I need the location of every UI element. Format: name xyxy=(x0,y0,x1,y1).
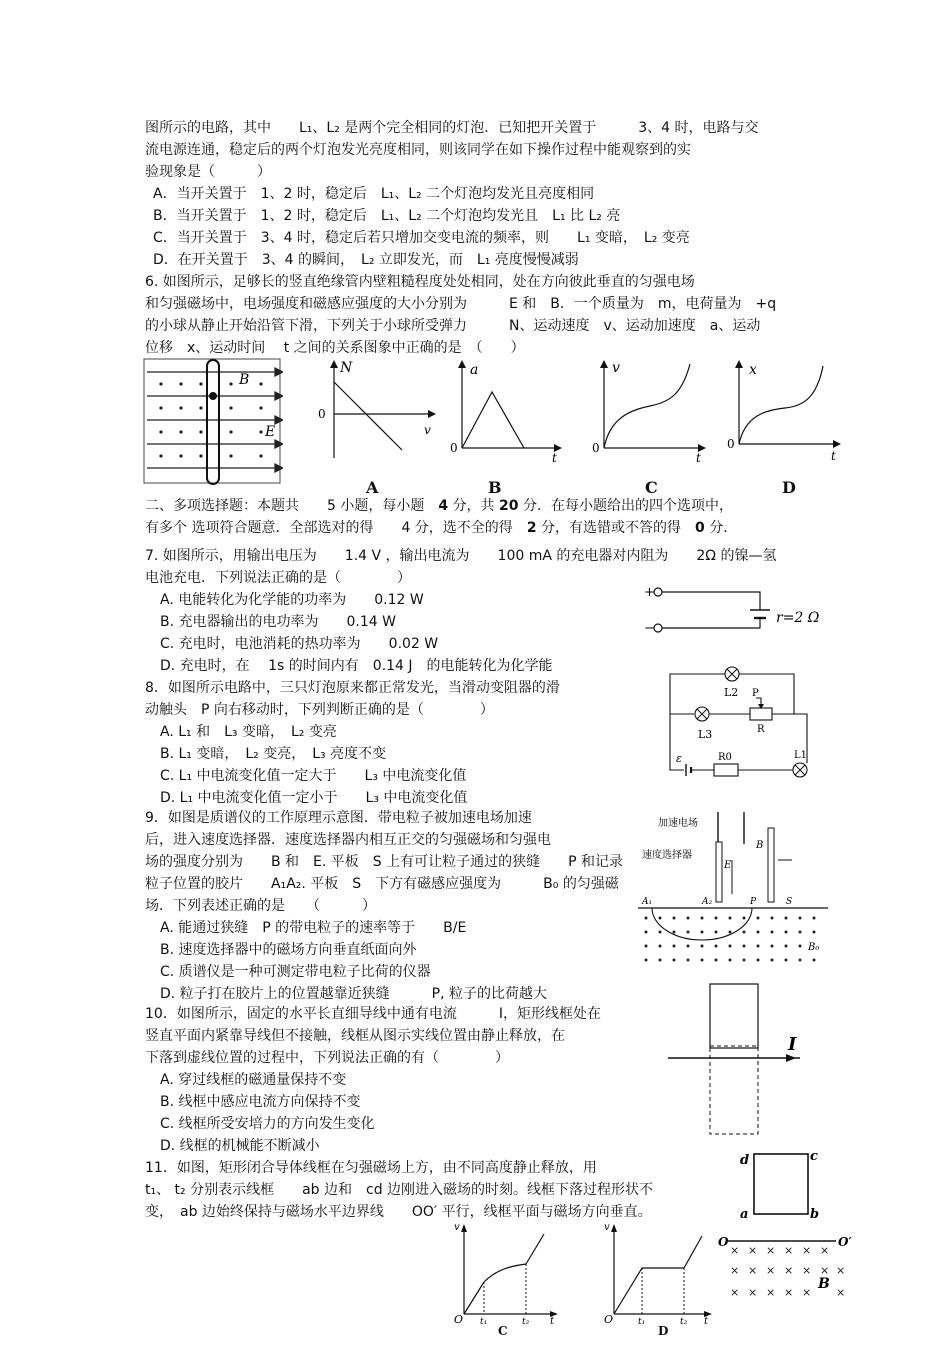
q11-fig-a: a xyxy=(740,1207,749,1222)
intro-line-1: 图所示的电路，其中 L₁、L₂ 是两个完全相同的灯泡．已知把开关置于 3、4 时，电路与交 xyxy=(145,120,759,136)
section2-l1-c: 分，共 xyxy=(452,498,495,514)
svg-text:×: × xyxy=(766,1244,776,1257)
svg-text:×: × xyxy=(766,1286,776,1299)
q11-line-3: 变， ab 边始终保持与磁场水平边界线 OO′ 平行，线框平面与磁场方向垂直。 xyxy=(145,1204,652,1220)
section2-l1-a: 二、多项选择题：本题共 5 小题，每小题 xyxy=(145,498,425,514)
q6-graph-a-origin: 0 xyxy=(318,407,326,421)
q7-fig-plus: + xyxy=(644,585,655,600)
q7-option-b: B. 充电器输出的电功率为 0.14 W xyxy=(160,614,396,630)
section2-l2-e: 分． xyxy=(709,520,738,536)
q9-fig-a1: A₁ xyxy=(642,897,653,907)
q10-line-2: 竖直平面内紧靠导线但不接触，线框从图示实线位置由静止释放，在 xyxy=(145,1028,565,1044)
intro-option-c: C．当开关置于 3、4 时，稳定后若只增加交变电流的频率，则 L₁ 变暗， L₂ 变亮 xyxy=(153,230,690,246)
q8-fig-e: ε xyxy=(676,752,682,765)
q9-line-5: 场．下列表述正确的是 （ ） xyxy=(145,898,376,914)
svg-text:×: × xyxy=(730,1286,740,1299)
q9-option-b: B. 速度选择器中的磁场方向垂直纸面向外 xyxy=(160,942,417,958)
q11-line-2: t₁、 t₂ 分别表示线框 ab 边和 cd 边刚进入磁场的时刻。线框下落过程形状不 xyxy=(145,1182,654,1198)
q11-fig-o2: O′ xyxy=(838,1235,852,1249)
q8-line-1: 8．如图所示电路中，三只灯泡原来都正常发光，当滑动变阻器的滑 xyxy=(145,680,560,696)
q6-graph-d xyxy=(725,358,845,466)
section2-l2-a: 有多个 选项符合题意．全部选对的得 4 分，选不全的得 xyxy=(145,520,513,536)
q9-fig-a2: A₂ xyxy=(702,897,713,907)
q9-fig-e: E xyxy=(724,860,732,871)
q10-line-1: 10．如图所示，固定的水平长直细导线中通有电流 I，矩形线框处在 xyxy=(145,1006,601,1022)
q6-graph-b-origin: 0 xyxy=(450,441,458,455)
q6-fig-e-label: E xyxy=(265,424,276,440)
intro-option-b: B．当开关置于 1、2 时，稳定后 L₁、L₂ 二个灯泡均发光且 L₁ 比 L₂ 亮 xyxy=(153,208,621,224)
q6-fig-b-label: B xyxy=(239,372,250,388)
q8-option-c: C. L₁ 中电流变化值一定大于 L₃ 中电流变化值 xyxy=(160,768,467,784)
q11-graph-c-letter: C xyxy=(498,1324,508,1338)
q6-line-3: 的小球从静止开始沿管下滑，下列关于小球所受弹力 N、运动速度 v、运动加速度 a、运动 xyxy=(145,318,761,334)
q6-graph-a-yaxis: N xyxy=(340,360,353,376)
section2-l2-b: 2 xyxy=(526,520,537,536)
q8-line-2: 动触头 P 向右移动时，下列判断正确的是（ ） xyxy=(145,702,494,718)
q11-graph-d-xaxis: t xyxy=(704,1316,709,1326)
svg-text:×: × xyxy=(784,1244,794,1257)
svg-text:×: × xyxy=(784,1264,794,1277)
q7-fig-minus: − xyxy=(644,621,655,636)
section2-l1-e: 分．在每小题给出的四个选项中， xyxy=(522,498,733,514)
q7-option-d: D. 充电时，在 1s 的时间内有 0.14 J 的电能转化为化学能 xyxy=(160,658,553,674)
q8-fig-l1: L1 xyxy=(794,750,808,761)
q11-line-1: 11．如图，矩形闭合导体线框在匀强磁场上方，由不同高度静止释放，用 xyxy=(145,1160,597,1176)
q6-graph-a-xaxis: v xyxy=(424,423,431,437)
q9-line-1: 9．如图是质谱仪的工作原理示意图．带电粒子被加速电场加速 xyxy=(145,810,532,826)
svg-text:×: × xyxy=(836,1286,846,1299)
q7-option-a: A. 电能转化为化学能的功率为 0.12 W xyxy=(160,592,424,608)
svg-text:×: × xyxy=(820,1244,830,1257)
q8-fig-l3: L3 xyxy=(698,728,713,741)
q11-graph-d-origin: O xyxy=(604,1313,614,1326)
q6-graph-c-origin: 0 xyxy=(592,441,600,455)
q7-line-1: 7. 如图所示，用输出电压为 1.4 V ，输出电流为 100 mA 的充电器对内阻为 2Ω 的镍—氢 xyxy=(145,548,777,564)
q6-graph-b-xaxis: t xyxy=(552,451,557,465)
q9-line-3: 场的强度分别为 B 和 E. 平板 S 上有可让粒子通过的狭缝 P 和记录 xyxy=(145,854,624,870)
q10-option-c: C. 线框所受安培力的方向发生变化 xyxy=(160,1116,375,1132)
section2-l1-d: 20 xyxy=(499,498,519,514)
q11-fig-c: c xyxy=(810,1149,818,1164)
q6-graph-d-yaxis: x xyxy=(749,362,757,378)
q7-circuit-figure xyxy=(640,572,830,654)
q8-fig-r0: R0 xyxy=(718,752,732,763)
q6-line-1: 6. 如图所示，足够长的竖直绝缘管内壁粗糙程度处处相同，处在方向彼此垂直的匀强电场 xyxy=(145,274,695,290)
q8-fig-l2: L2 xyxy=(724,686,739,699)
q6-graph-c-letter: C xyxy=(645,478,658,497)
svg-text:×: × xyxy=(802,1264,812,1277)
svg-text:×: × xyxy=(748,1286,758,1299)
q6-graph-d-letter: D xyxy=(782,478,796,497)
svg-text:×: × xyxy=(748,1264,758,1277)
q9-fig-s: S xyxy=(786,897,793,907)
q6-graph-c-yaxis: v xyxy=(612,360,620,376)
q11-graph-c-t2: t₂ xyxy=(522,1317,530,1326)
svg-text:×: × xyxy=(784,1286,794,1299)
intro-option-d: D．在开关置于 3、4 的瞬间， L₂ 立即发光，而 L₁ 亮度慢慢减弱 xyxy=(153,252,579,268)
q11-graph-d-yaxis: v xyxy=(604,1222,610,1233)
q9-option-c: C. 质谱仪是一种可测定带电粒子比荷的仪器 xyxy=(160,964,431,980)
q9-mass-spectrometer-figure xyxy=(632,804,830,982)
q11-graph-d-letter: D xyxy=(658,1324,669,1338)
intro-option-a: A．当开关置于 1、2 时，稳定后 L₁、L₂ 二个灯泡均发光且亮度相同 xyxy=(153,186,595,202)
q11-graph-d xyxy=(602,1222,718,1326)
q6-line-2: 和匀强磁场中，电场强度和磁感应强度的大小分别为 E 和 B．一个质量为 m，电荷量为 +q xyxy=(145,296,777,312)
svg-text:×: × xyxy=(836,1264,846,1277)
q9-fig-p: P xyxy=(750,897,757,907)
q11-graph-c-yaxis: v xyxy=(454,1222,460,1233)
q7-fig-r-label: r=2 Ω xyxy=(776,610,820,626)
q6-graph-b-yaxis: a xyxy=(470,362,479,378)
section2-line-2 xyxy=(145,518,737,538)
q10-option-d: D. 线框的机械能不断减小 xyxy=(160,1138,320,1154)
q11-frame-field-figure xyxy=(718,1146,858,1304)
q8-option-a: A. L₁ 和 L₃ 变暗， L₂ 变亮 xyxy=(160,724,337,740)
svg-text:×: × xyxy=(748,1244,758,1257)
q6-graph-a xyxy=(312,358,442,466)
intro-line-3: 验现象是（ ） xyxy=(145,164,271,180)
q9-fig-accel: 加速电场 xyxy=(658,818,698,829)
q6-graph-c xyxy=(590,358,710,466)
q9-fig-selector: 速度选择器 xyxy=(642,850,692,861)
q9-option-a: A. 能通过狭缝 P 的带电粒子的速率等于 B/E xyxy=(160,920,467,936)
q9-fig-b0: B₀ xyxy=(808,942,820,953)
q9-line-4: 粒子位置的胶片 A₁A₂. 平板 S 下方有磁感应强度为 B₀ 的匀强磁 xyxy=(145,876,619,892)
q11-fig-d: d xyxy=(740,1153,750,1168)
q11-fig-o: O xyxy=(718,1235,729,1249)
q11-graph-c xyxy=(452,1222,562,1326)
q6-graph-b xyxy=(446,358,566,466)
section2-l1-b: 4 xyxy=(438,498,449,514)
q8-circuit-figure xyxy=(660,660,820,786)
q6-graph-b-letter: B xyxy=(488,478,502,497)
q10-fig-i: I xyxy=(788,1034,797,1055)
q9-line-2: 后，进入速度选择器．速度选择器内相互正交的匀强磁场和匀强电 xyxy=(145,832,551,848)
q10-option-b: B. 线框中感应电流方向保持不变 xyxy=(160,1094,361,1110)
q10-option-a: A. 穿过线框的磁通量保持不变 xyxy=(160,1072,347,1088)
q9-fig-b: B xyxy=(756,840,764,851)
q11-graph-c-t1: t₁ xyxy=(480,1317,488,1326)
svg-text:×: × xyxy=(802,1286,812,1299)
q11-graph-d-t2: t₂ xyxy=(680,1317,688,1326)
q6-graph-d-origin: 0 xyxy=(727,437,735,451)
section2-line-1 xyxy=(145,496,733,516)
q10-line-3: 下落到虚线位置的过程中，下列说法正确的有（ ） xyxy=(145,1050,509,1066)
q6-graph-a-letter: A xyxy=(366,478,379,497)
q8-option-d: D. L₁ 中电流变化值一定小于 L₃ 中电流变化值 xyxy=(160,790,468,806)
svg-text:×: × xyxy=(802,1244,812,1257)
q7-line-2: 电池充电．下列说法正确的是（ ） xyxy=(145,570,411,586)
q6-graph-c-xaxis: t xyxy=(696,451,701,465)
svg-text:×: × xyxy=(730,1264,740,1277)
q11-graph-c-xaxis: t xyxy=(550,1316,555,1326)
q11-fig-b: b xyxy=(810,1207,820,1222)
svg-text:×: × xyxy=(730,1244,740,1257)
q8-option-b: B. L₁ 变暗， L₂ 变亮， L₃ 亮度不变 xyxy=(160,746,387,762)
svg-text:×: × xyxy=(820,1264,830,1277)
q11-graph-d-t1: t₁ xyxy=(638,1317,646,1326)
svg-text:×: × xyxy=(766,1264,776,1277)
q8-fig-r: R xyxy=(757,724,765,735)
q9-option-d: D. 粒子打在胶片上的位置越靠近狭缝 P, 粒子的比荷越大 xyxy=(160,986,548,1002)
q11-fig-bfield: B xyxy=(818,1276,830,1292)
q10-wire-frame-figure xyxy=(664,980,814,1136)
q11-graph-c-origin: O xyxy=(454,1313,464,1326)
q6-line-4: 位移 x、运动时间 t 之间的关系图象中正确的是 （ ） xyxy=(145,340,525,356)
intro-line-2: 流电源连通，稳定后的两个灯泡发光亮度相同，则该同学在如下操作过程中能观察到的实 xyxy=(145,142,691,158)
q8-fig-p: P xyxy=(752,688,759,699)
q6-graph-d-xaxis: t xyxy=(831,449,836,463)
q7-option-c: C. 充电时，电池消耗的热功率为 0.02 W xyxy=(160,636,439,652)
section2-l2-d: 0 xyxy=(695,520,705,536)
section2-l2-c: 分，有选错或不答的得 xyxy=(541,520,682,536)
q6-field-figure xyxy=(143,358,283,486)
